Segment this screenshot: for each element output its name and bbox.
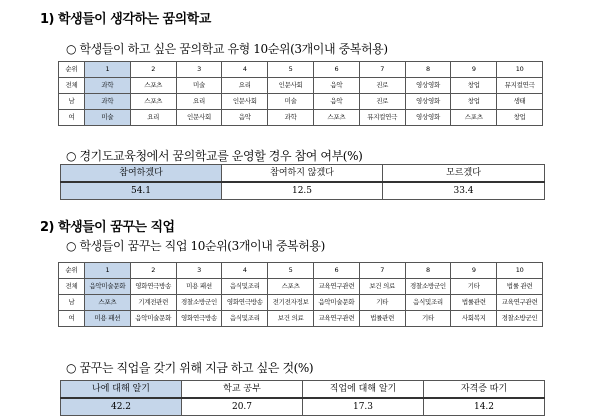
section1-question1: ○ 학생들이 하고 싶은 꿈의학교 유형 10순위(3개이내 중복허용) — [66, 42, 388, 56]
table-cell: 6 — [313, 62, 359, 78]
table-cell: 남 — [59, 94, 85, 110]
table-cell: 20.7 — [182, 398, 303, 416]
table-cell: 미용 패션 — [85, 311, 131, 327]
table-row — [59, 110, 543, 126]
table-cell: 음식및조리 — [405, 295, 451, 311]
table-cell: 요리 — [176, 94, 222, 110]
table-cell: 6 — [313, 263, 359, 279]
table-cell: 보건 의료 — [359, 279, 405, 295]
table-cell: 과학 — [85, 94, 131, 110]
table-cell: 3 — [176, 62, 222, 78]
table-cell: 음악미술문화 — [85, 279, 131, 295]
table-cell: 54.1 — [61, 182, 222, 200]
table-cell: 요리 — [130, 110, 176, 126]
table-cell: 여 — [59, 311, 85, 327]
table-cell: 경찰소방군인 — [176, 295, 222, 311]
table-cell: 5 — [268, 263, 314, 279]
table-cell: 3 — [176, 263, 222, 279]
table-cell: 1 — [85, 62, 131, 78]
table-cell: 직업에 대해 알기 — [303, 381, 424, 399]
table-cell: 7 — [359, 62, 405, 78]
table-cell: 17.3 — [303, 398, 424, 416]
table-cell: 전기전자정보 — [268, 295, 314, 311]
table-cell: 영상영화 — [405, 94, 451, 110]
table-cell: 보건 의료 — [268, 311, 314, 327]
table-cell: 스포츠 — [130, 78, 176, 94]
wish-survey-table — [60, 380, 545, 416]
table-cell: 스포츠 — [313, 110, 359, 126]
table-cell: 4 — [222, 62, 268, 78]
table-cell: 기계전관련 — [130, 295, 176, 311]
table-cell: 창업 — [451, 94, 497, 110]
table-cell: 10 — [497, 62, 543, 78]
table-cell: 인문사회 — [222, 94, 268, 110]
table-cell: 12.5 — [222, 182, 383, 200]
table-row — [61, 398, 545, 416]
section2-title: 2) 학생들이 꿈꾸는 직업 — [40, 220, 175, 235]
table-cell: 9 — [451, 263, 497, 279]
table-cell: 뮤지컬연극 — [497, 78, 543, 94]
table-cell: 법률관련 — [359, 311, 405, 327]
table-cell: 스포츠 — [85, 295, 131, 311]
table-cell: 사회복지 — [451, 311, 497, 327]
table-cell: 영상영화 — [405, 78, 451, 94]
table-row — [61, 381, 545, 399]
table-cell: 경찰소방군인 — [497, 311, 543, 327]
table-row — [59, 78, 543, 94]
table-cell: 교육연구관련 — [497, 295, 543, 311]
table-cell: 법률관련 — [451, 295, 497, 311]
table-cell: 남 — [59, 295, 85, 311]
table-cell: 참여하지 않겠다 — [222, 165, 383, 183]
table-cell: 순위 — [59, 62, 85, 78]
table-cell: 스포츠 — [130, 94, 176, 110]
table-cell: 미술 — [85, 110, 131, 126]
table-cell: 요리 — [222, 78, 268, 94]
table-cell: 음악미술문화 — [313, 295, 359, 311]
participation-survey-table — [60, 164, 545, 200]
table-cell: 참여하겠다 — [61, 165, 222, 183]
table-cell: 창업 — [451, 78, 497, 94]
table-cell: 창업 — [497, 110, 543, 126]
table-cell: 경찰소방군인 — [405, 279, 451, 295]
table-cell: 영화연극방송 — [130, 279, 176, 295]
table-cell: 4 — [222, 263, 268, 279]
table-cell: 나에 대해 알기 — [61, 381, 182, 399]
table-cell: 14.2 — [424, 398, 545, 416]
table-cell: 스포츠 — [451, 110, 497, 126]
table-cell: 영화연극방송 — [176, 311, 222, 327]
table-cell: 33.4 — [383, 182, 545, 200]
table-cell: 5 — [268, 62, 314, 78]
table-cell: 10 — [497, 263, 543, 279]
table-cell: 순위 — [59, 263, 85, 279]
table-cell: 여 — [59, 110, 85, 126]
table-cell: 진로 — [359, 78, 405, 94]
table-row — [61, 165, 545, 183]
table-cell: 미용 패션 — [176, 279, 222, 295]
table-cell: 음악 — [222, 110, 268, 126]
table-cell: 2 — [130, 62, 176, 78]
table-cell: 영상영화 — [405, 110, 451, 126]
table-cell: 학교 공부 — [182, 381, 303, 399]
table-cell: 스포츠 — [268, 279, 314, 295]
table-cell: 7 — [359, 263, 405, 279]
table-cell: 전체 — [59, 78, 85, 94]
table-cell: 1 — [85, 263, 131, 279]
table-cell: 기타 — [405, 311, 451, 327]
dream-job-ranking-table — [58, 262, 543, 327]
table-cell: 교육연구관련 — [313, 279, 359, 295]
table-cell: 음악 — [313, 78, 359, 94]
section2-question1: ○ 학생들이 꿈꾸는 직업 10순위(3개이내 중복허용) — [66, 239, 325, 253]
table-cell: 법률 관련 — [497, 279, 543, 295]
table-cell: 영화연극방송 — [222, 295, 268, 311]
table-cell: 과학 — [268, 110, 314, 126]
table-row — [59, 279, 543, 295]
table-row — [59, 263, 543, 279]
section1-question2: ○ 경기도교육청에서 꿈의학교를 운영할 경우 참여 여부(%) — [66, 149, 363, 163]
dream-school-ranking-table — [58, 61, 543, 126]
table-row — [59, 62, 543, 78]
table-cell: 기타 — [451, 279, 497, 295]
table-row — [59, 311, 543, 327]
table-cell: 뮤지컬연극 — [359, 110, 405, 126]
table-cell: 미술 — [268, 94, 314, 110]
section2-question2: ○ 꿈꾸는 직업을 갖기 위해 지금 하고 싶은 것(%) — [66, 361, 314, 375]
table-cell: 과학 — [85, 78, 131, 94]
table-cell: 음식및조리 — [222, 279, 268, 295]
table-cell: 자격증 따기 — [424, 381, 545, 399]
table-cell: 음악미술문화 — [130, 311, 176, 327]
table-cell: 8 — [405, 263, 451, 279]
table-cell: 교육연구관련 — [313, 311, 359, 327]
table-cell: 인문사회 — [268, 78, 314, 94]
table-row — [61, 182, 545, 200]
table-cell: 2 — [130, 263, 176, 279]
table-cell: 인문사회 — [176, 110, 222, 126]
table-cell: 진로 — [359, 94, 405, 110]
table-cell: 42.2 — [61, 398, 182, 416]
section1-title: 1) 학생들이 생각하는 꿈의학교 — [40, 12, 211, 27]
table-cell: 음식및조리 — [222, 311, 268, 327]
table-cell: 모르겠다 — [383, 165, 545, 183]
table-cell: 8 — [405, 62, 451, 78]
table-cell: 음악 — [313, 94, 359, 110]
table-row — [59, 295, 543, 311]
table-row — [59, 94, 543, 110]
table-cell: 전체 — [59, 279, 85, 295]
table-cell: 생태 — [497, 94, 543, 110]
table-cell: 기타 — [359, 295, 405, 311]
table-cell: 9 — [451, 62, 497, 78]
table-cell: 미술 — [176, 78, 222, 94]
